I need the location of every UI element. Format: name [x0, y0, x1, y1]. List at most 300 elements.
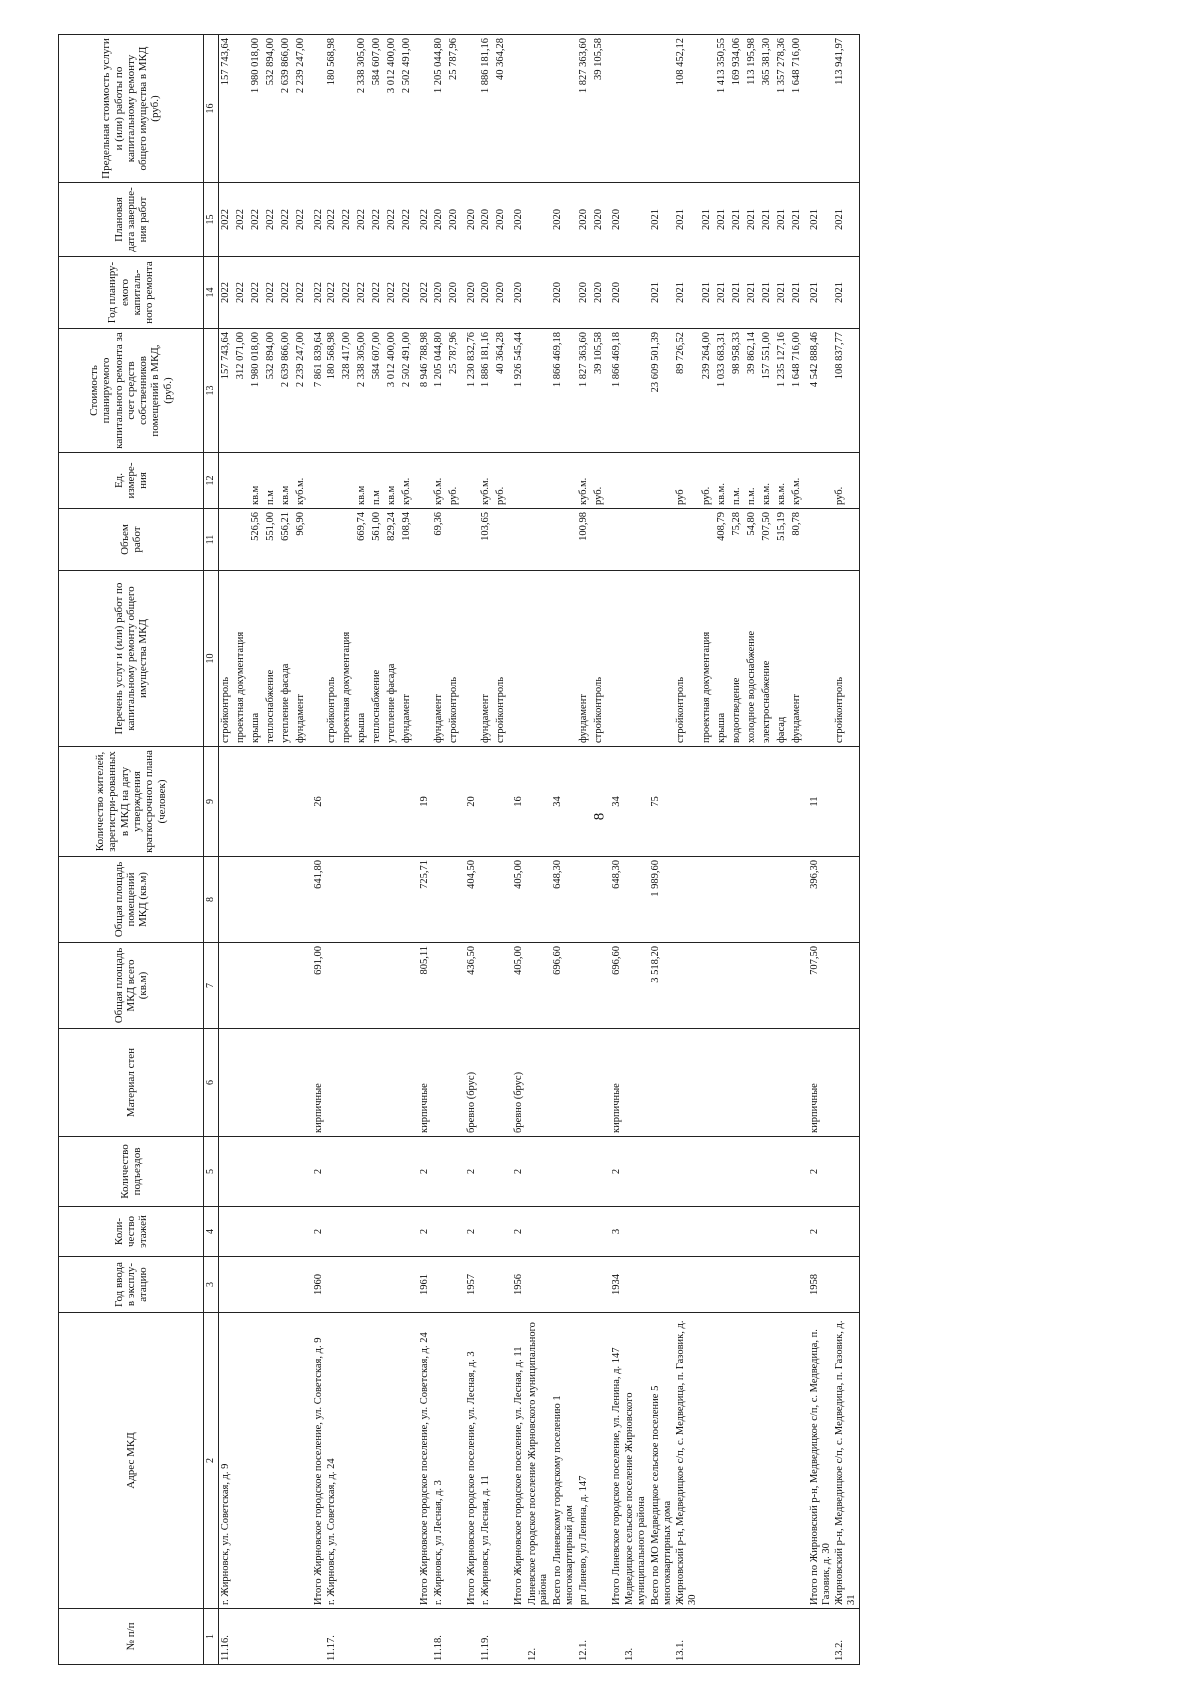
cell-col-11: 829,24 — [385, 509, 400, 571]
cell-col-14: 2020 — [592, 257, 607, 329]
cell-col-15: 2022 — [340, 183, 355, 257]
table-body — [219, 35, 860, 1665]
cell-col-7 — [577, 943, 592, 1029]
cell-col-8 — [700, 857, 715, 943]
cell-col-5 — [494, 1137, 509, 1207]
cell-col-7 — [760, 943, 775, 1029]
cell-col-13: 1 886 181,16 — [479, 329, 494, 453]
cell-col-13: 98 958,33 — [730, 329, 745, 453]
cell-col-6: кирпичные — [607, 1029, 624, 1137]
cell-col-11 — [415, 509, 432, 571]
cell-col-6 — [674, 1029, 700, 1137]
cell-col-1 — [700, 1609, 715, 1665]
column-number-6: 6 — [204, 1029, 219, 1137]
cell-col-15 — [526, 183, 552, 257]
cell-col-1 — [775, 1609, 790, 1665]
cell-col-3 — [279, 1257, 294, 1313]
cell-col-4 — [234, 1207, 249, 1257]
cell-col-14: 2021 — [745, 257, 760, 329]
cell-col-8 — [432, 857, 447, 943]
cell-col-4 — [370, 1207, 385, 1257]
cell-col-5 — [833, 1137, 859, 1207]
cell-col-14: 2020 — [462, 257, 479, 329]
cell-col-13: 23 609 501,39 — [649, 329, 675, 453]
cell-col-13: 89 726,52 — [674, 329, 700, 453]
cell-col-2 — [340, 1313, 355, 1609]
cell-col-10 — [309, 571, 326, 747]
cell-col-15: 2021 — [790, 183, 805, 257]
cell-col-13: 39 862,14 — [745, 329, 760, 453]
cell-col-12: куб.м. — [432, 453, 447, 509]
cell-col-2 — [715, 1313, 730, 1609]
cell-col-8: 648,30 — [551, 857, 577, 943]
cell-col-9 — [745, 747, 760, 857]
cell-col-15: 2020 — [447, 183, 462, 257]
cell-col-8 — [494, 857, 509, 943]
cell-col-11 — [509, 509, 526, 571]
table-row — [623, 35, 649, 1665]
cell-col-3 — [385, 1257, 400, 1313]
cell-col-13: 239 264,00 — [700, 329, 715, 453]
cell-col-9 — [355, 747, 370, 857]
cell-col-15: 2020 — [462, 183, 479, 257]
cell-col-5 — [674, 1137, 700, 1207]
cell-col-9 — [790, 747, 805, 857]
cell-col-13: 3 012 400,00 — [385, 329, 400, 453]
column-number-16: 16 — [204, 35, 219, 183]
cell-col-12: п.м. — [730, 453, 745, 509]
cell-col-11: 103,65 — [479, 509, 494, 571]
cell-col-14: 2021 — [805, 257, 834, 329]
cell-col-2 — [279, 1313, 294, 1609]
cell-col-7 — [279, 943, 294, 1029]
cell-col-8: 404,50 — [462, 857, 479, 943]
cell-col-16: 1 980 018,00 — [249, 35, 264, 183]
cell-col-11: 80,78 — [790, 509, 805, 571]
table-total-row — [607, 35, 624, 1665]
cell-col-4: 2 — [462, 1207, 479, 1257]
cell-col-5 — [551, 1137, 577, 1207]
cell-col-11: 100,98 — [577, 509, 592, 571]
cell-col-9 — [234, 747, 249, 857]
table-row — [264, 35, 279, 1665]
cell-col-15: 2022 — [355, 183, 370, 257]
cell-col-1 — [294, 1609, 309, 1665]
cell-col-14: 2022 — [264, 257, 279, 329]
cell-col-9 — [479, 747, 494, 857]
cell-col-5 — [447, 1137, 462, 1207]
cell-col-3 — [551, 1257, 577, 1313]
cell-col-15: 2022 — [385, 183, 400, 257]
column-header-5: Количество подъездов — [59, 1137, 204, 1207]
table-row — [775, 35, 790, 1665]
cell-col-4 — [340, 1207, 355, 1257]
cell-col-5 — [370, 1137, 385, 1207]
cell-col-12 — [309, 453, 326, 509]
cell-col-10 — [805, 571, 834, 747]
column-header-15: Плановая дата заверше-ния работ — [59, 183, 204, 257]
cell-col-11 — [309, 509, 326, 571]
cell-col-8 — [775, 857, 790, 943]
cell-col-14: 2022 — [415, 257, 432, 329]
cell-col-1: 13.1. — [674, 1609, 700, 1665]
cell-col-8: 648,30 — [607, 857, 624, 943]
cell-col-4: 2 — [309, 1207, 326, 1257]
cell-col-7 — [790, 943, 805, 1029]
cell-col-2 — [790, 1313, 805, 1609]
cell-col-7 — [479, 943, 494, 1029]
cell-col-15: 2021 — [805, 183, 834, 257]
column-header-6: Материал стен — [59, 1029, 204, 1137]
cell-col-3 — [760, 1257, 775, 1313]
cell-col-11 — [592, 509, 607, 571]
cell-col-8 — [715, 857, 730, 943]
cell-col-15: 2022 — [309, 183, 326, 257]
cell-col-9 — [592, 747, 607, 857]
table-row — [234, 35, 249, 1665]
cell-col-1 — [370, 1609, 385, 1665]
cell-col-15: 2021 — [674, 183, 700, 257]
cell-col-16 — [805, 35, 834, 183]
cell-col-12 — [219, 453, 234, 509]
capital-repair-table — [58, 34, 860, 1665]
column-header-11: Объем работ — [59, 509, 204, 571]
cell-col-12: руб. — [700, 453, 715, 509]
cell-col-6 — [325, 1029, 340, 1137]
cell-col-16 — [551, 35, 577, 183]
table-row — [715, 35, 730, 1665]
cell-col-3 — [249, 1257, 264, 1313]
cell-col-9 — [279, 747, 294, 857]
cell-col-10 — [623, 571, 649, 747]
cell-col-5 — [730, 1137, 745, 1207]
cell-col-15: 2021 — [833, 183, 859, 257]
cell-col-11 — [623, 509, 649, 571]
cell-col-11: 656,21 — [279, 509, 294, 571]
cell-col-2 — [370, 1313, 385, 1609]
cell-col-15: 2021 — [730, 183, 745, 257]
cell-col-13: 1 866 469,18 — [551, 329, 577, 453]
cell-col-10 — [509, 571, 526, 747]
column-header-8: Общая площадь помещений МКД (кв.м) — [59, 857, 204, 943]
cell-col-11 — [674, 509, 700, 571]
cell-col-7 — [264, 943, 279, 1029]
cell-col-9 — [385, 747, 400, 857]
cell-col-12: кв.м. — [715, 453, 730, 509]
cell-col-6 — [592, 1029, 607, 1137]
cell-col-16 — [526, 35, 552, 183]
cell-col-1 — [447, 1609, 462, 1665]
cell-col-4 — [760, 1207, 775, 1257]
cell-col-6 — [219, 1029, 234, 1137]
cell-col-12: п.м — [370, 453, 385, 509]
cell-col-2 — [494, 1313, 509, 1609]
cell-col-9 — [577, 747, 592, 857]
cell-col-15: 2022 — [370, 183, 385, 257]
column-number-13: 13 — [204, 329, 219, 453]
cell-col-7: 696,60 — [551, 943, 577, 1029]
cell-col-4: 3 — [607, 1207, 624, 1257]
cell-col-2 — [294, 1313, 309, 1609]
column-number-15: 15 — [204, 183, 219, 257]
cell-col-16: 2 639 866,00 — [279, 35, 294, 183]
cell-col-13: 2 502 491,00 — [400, 329, 415, 453]
cell-col-7 — [715, 943, 730, 1029]
cell-col-2 — [730, 1313, 745, 1609]
column-header-4: Коли-чество этажей — [59, 1207, 204, 1257]
cell-col-1 — [715, 1609, 730, 1665]
cell-col-4 — [249, 1207, 264, 1257]
cell-col-5 — [526, 1137, 552, 1207]
cell-col-12: п.м. — [745, 453, 760, 509]
table-row — [447, 35, 462, 1665]
cell-col-16: 40 364,28 — [494, 35, 509, 183]
cell-col-6 — [264, 1029, 279, 1137]
cell-col-6 — [279, 1029, 294, 1137]
cell-col-13: 1 827 363,60 — [577, 329, 592, 453]
cell-col-2: Всего по Линевскому городскому поселению 1 многоквартирный дом — [551, 1313, 577, 1609]
cell-col-16: 157 743,64 — [219, 35, 234, 183]
cell-col-5: 2 — [309, 1137, 326, 1207]
cell-col-1 — [249, 1609, 264, 1665]
cell-col-4 — [400, 1207, 415, 1257]
table-row — [219, 35, 234, 1665]
cell-col-16: 365 381,30 — [760, 35, 775, 183]
cell-col-6 — [623, 1029, 649, 1137]
cell-col-7 — [385, 943, 400, 1029]
cell-col-13: 584 607,00 — [370, 329, 385, 453]
cell-col-14: 2020 — [432, 257, 447, 329]
cell-col-3 — [234, 1257, 249, 1313]
cell-col-5: 2 — [805, 1137, 834, 1207]
cell-col-4 — [385, 1207, 400, 1257]
cell-col-15: 2020 — [432, 183, 447, 257]
cell-col-13: 312 071,00 — [234, 329, 249, 453]
cell-col-16: 1 827 363,60 — [577, 35, 592, 183]
cell-col-12 — [526, 453, 552, 509]
cell-col-10: стройконтроль — [592, 571, 607, 747]
cell-col-12: куб.м. — [294, 453, 309, 509]
cell-col-6: кирпичные — [805, 1029, 834, 1137]
cell-col-1 — [592, 1609, 607, 1665]
cell-col-10: крыша — [355, 571, 370, 747]
cell-col-5 — [649, 1137, 675, 1207]
column-number-10: 10 — [204, 571, 219, 747]
cell-col-2 — [234, 1313, 249, 1609]
column-number-14: 14 — [204, 257, 219, 329]
cell-col-2: Итого Линевское городское поселение, ул. Ленина, д. 147 — [607, 1313, 624, 1609]
cell-col-11 — [325, 509, 340, 571]
cell-col-5 — [279, 1137, 294, 1207]
cell-col-4 — [790, 1207, 805, 1257]
cell-col-7 — [432, 943, 447, 1029]
cell-col-9 — [526, 747, 552, 857]
cell-col-8 — [385, 857, 400, 943]
table-row — [325, 35, 340, 1665]
cell-col-2 — [355, 1313, 370, 1609]
cell-col-1 — [264, 1609, 279, 1665]
cell-col-3 — [700, 1257, 715, 1313]
cell-col-1 — [551, 1609, 577, 1665]
cell-col-7 — [674, 943, 700, 1029]
cell-col-3 — [649, 1257, 675, 1313]
cell-col-10: проектная документация — [700, 571, 715, 747]
cell-col-10: фундамент — [790, 571, 805, 747]
cell-col-2: рп Линево, ул Ленина, д. 147 — [577, 1313, 592, 1609]
cell-col-15: 2022 — [400, 183, 415, 257]
cell-col-13: 532 894,00 — [264, 329, 279, 453]
cell-col-13: 108 837,77 — [833, 329, 859, 453]
cell-col-2: г. Жирновск, ул. Советская, д. 24 — [325, 1313, 340, 1609]
cell-col-2: Линевское городское поселение Жирновского муниципального района — [526, 1313, 552, 1609]
cell-col-9: 26 — [309, 747, 326, 857]
cell-col-5: 2 — [415, 1137, 432, 1207]
cell-col-9: 16 — [509, 747, 526, 857]
cell-col-4 — [745, 1207, 760, 1257]
cell-col-15: 2020 — [509, 183, 526, 257]
column-number-2: 2 — [204, 1313, 219, 1609]
cell-col-2: Медведицкое сельское поселение Жирновского муниципального района — [623, 1313, 649, 1609]
cell-col-5 — [700, 1137, 715, 1207]
cell-col-7: 405,00 — [509, 943, 526, 1029]
cell-col-3 — [674, 1257, 700, 1313]
cell-col-13: 1 235 127,16 — [775, 329, 790, 453]
cell-col-6 — [355, 1029, 370, 1137]
cell-col-2: Жирновский р-н, Медведицкое с/п, с. Медведица, п. Газовик, д. 31 — [833, 1313, 859, 1609]
column-header-12: Ед. измере-ния — [59, 453, 204, 509]
cell-col-6 — [400, 1029, 415, 1137]
cell-col-2 — [775, 1313, 790, 1609]
cell-col-10: утепление фасада — [385, 571, 400, 747]
cell-col-14: 2022 — [325, 257, 340, 329]
cell-col-1 — [607, 1609, 624, 1665]
cell-col-11: 561,00 — [370, 509, 385, 571]
cell-col-12 — [551, 453, 577, 509]
table-row — [370, 35, 385, 1665]
column-number-11: 11 — [204, 509, 219, 571]
cell-col-11 — [447, 509, 462, 571]
cell-col-4 — [649, 1207, 675, 1257]
cell-col-9 — [447, 747, 462, 857]
cell-col-8 — [833, 857, 859, 943]
cell-col-12 — [325, 453, 340, 509]
column-number-row — [204, 35, 219, 1665]
cell-col-15: 2020 — [551, 183, 577, 257]
cell-col-3 — [526, 1257, 552, 1313]
cell-col-9 — [294, 747, 309, 857]
cell-col-8 — [447, 857, 462, 943]
cell-col-11 — [526, 509, 552, 571]
cell-col-1 — [400, 1609, 415, 1665]
cell-col-1: 13. — [623, 1609, 649, 1665]
cell-col-3 — [370, 1257, 385, 1313]
cell-col-2: Всего по МО Медведицкое сельское поселение 5 многоквартирных дома — [649, 1313, 675, 1609]
cell-col-12: куб.м. — [577, 453, 592, 509]
cell-col-16 — [340, 35, 355, 183]
cell-col-13: 1 866 469,18 — [607, 329, 624, 453]
cell-col-11: 551,00 — [264, 509, 279, 571]
cell-col-15: 2022 — [325, 183, 340, 257]
cell-col-15: 2021 — [775, 183, 790, 257]
cell-col-4 — [494, 1207, 509, 1257]
table-row — [279, 35, 294, 1665]
cell-col-11: 54,80 — [745, 509, 760, 571]
cell-col-5 — [249, 1137, 264, 1207]
cell-col-8 — [674, 857, 700, 943]
cell-col-16: 584 607,00 — [370, 35, 385, 183]
cell-col-7: 436,50 — [462, 943, 479, 1029]
cell-col-11 — [494, 509, 509, 571]
cell-col-11 — [833, 509, 859, 571]
cell-col-12: руб. — [494, 453, 509, 509]
cell-col-16 — [649, 35, 675, 183]
cell-col-10: стройконтроль — [833, 571, 859, 747]
cell-col-7 — [775, 943, 790, 1029]
cell-col-5 — [219, 1137, 234, 1207]
cell-col-10: водоотведение — [730, 571, 745, 747]
cell-col-8 — [577, 857, 592, 943]
cell-col-13: 1 980 018,00 — [249, 329, 264, 453]
cell-col-6 — [234, 1029, 249, 1137]
cell-col-3 — [325, 1257, 340, 1313]
cell-col-6: кирпичные — [309, 1029, 326, 1137]
cell-col-12: руб — [674, 453, 700, 509]
cell-col-16: 113 195,98 — [745, 35, 760, 183]
cell-col-14: 2021 — [730, 257, 745, 329]
cell-col-4 — [432, 1207, 447, 1257]
cell-col-5 — [400, 1137, 415, 1207]
cell-col-3 — [447, 1257, 462, 1313]
cell-col-11: 515,19 — [775, 509, 790, 571]
cell-col-7 — [745, 943, 760, 1029]
cell-col-3: 1956 — [509, 1257, 526, 1313]
cell-col-2 — [760, 1313, 775, 1609]
cell-col-4 — [592, 1207, 607, 1257]
column-header-2: Адрес МКД — [59, 1313, 204, 1609]
cell-col-10: стройконтроль — [325, 571, 340, 747]
table-row — [674, 35, 700, 1665]
cell-col-7 — [340, 943, 355, 1029]
cell-col-15: 2020 — [607, 183, 624, 257]
cell-col-16: 108 452,12 — [674, 35, 700, 183]
cell-col-5 — [385, 1137, 400, 1207]
cell-col-14: 2021 — [715, 257, 730, 329]
cell-col-16: 2 239 247,00 — [294, 35, 309, 183]
cell-col-14: 2022 — [355, 257, 370, 329]
cell-col-9 — [432, 747, 447, 857]
cell-col-8 — [790, 857, 805, 943]
cell-col-7 — [325, 943, 340, 1029]
cell-col-11: 108,94 — [400, 509, 415, 571]
rotated-table-container — [58, 35, 1138, 1665]
cell-col-9 — [674, 747, 700, 857]
cell-col-9 — [730, 747, 745, 857]
header-row — [59, 35, 204, 1665]
cell-col-12: кв.м — [279, 453, 294, 509]
cell-col-3 — [432, 1257, 447, 1313]
table-row — [294, 35, 309, 1665]
cell-col-11 — [700, 509, 715, 571]
cell-col-13: 1 033 683,31 — [715, 329, 730, 453]
cell-col-14: 2022 — [370, 257, 385, 329]
cell-col-11: 75,28 — [730, 509, 745, 571]
cell-col-2: Итого Жирновское городское поселение, ул. Лесная, д. 3 — [462, 1313, 479, 1609]
cell-col-14: 2022 — [385, 257, 400, 329]
cell-col-6: кирпичные — [415, 1029, 432, 1137]
cell-col-5 — [340, 1137, 355, 1207]
table-total-row — [309, 35, 326, 1665]
cell-col-16 — [700, 35, 715, 183]
